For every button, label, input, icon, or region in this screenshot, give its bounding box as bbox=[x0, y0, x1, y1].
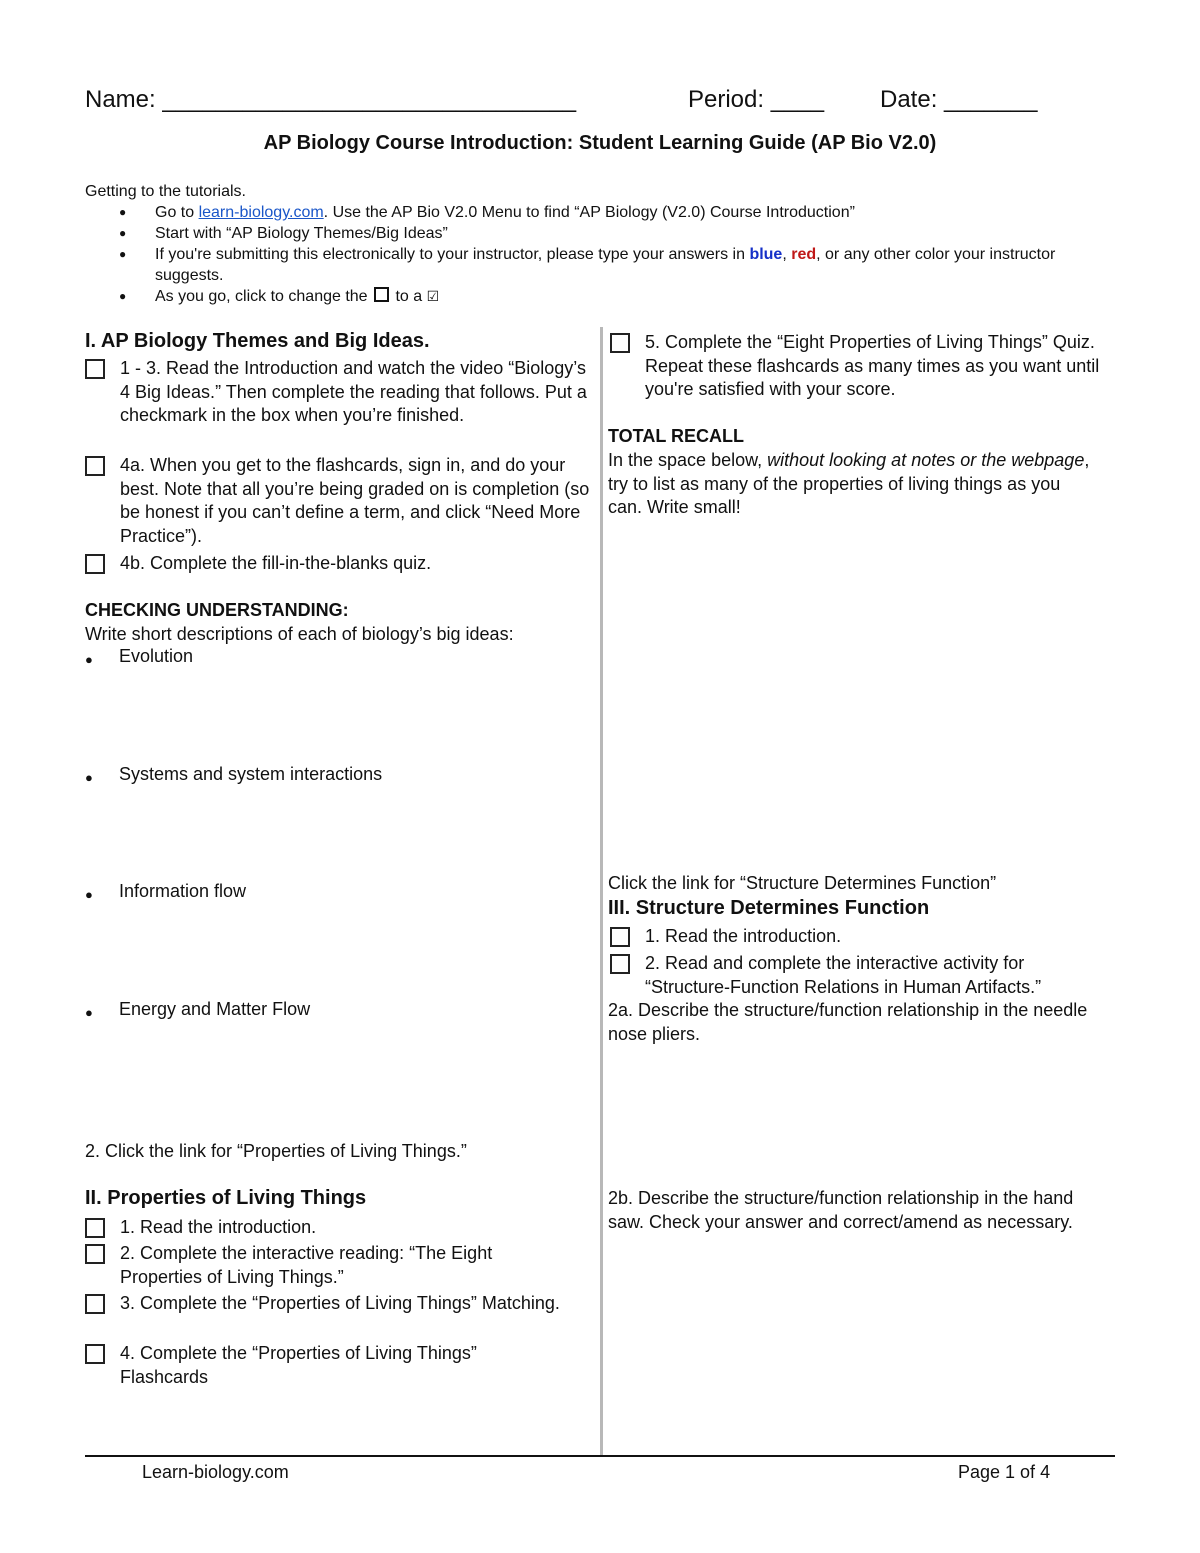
sec3-item-1-text: 1. Read the introduction. bbox=[645, 926, 842, 946]
total-recall-text bbox=[608, 449, 1098, 520]
sec3-checkbox-2[interactable] bbox=[610, 954, 630, 974]
recall-text-post: , try to list as many of the properties of living things as you can. Write small! bbox=[608, 450, 1090, 517]
section-2-title: II. Properties of Living Things bbox=[85, 1187, 367, 1209]
sec2-checkbox-3[interactable] bbox=[85, 1294, 105, 1314]
column-divider bbox=[600, 327, 603, 1455]
date-field-label: Date: _______ bbox=[880, 86, 1038, 113]
bullet-icon: ● bbox=[85, 1005, 93, 1020]
period-field-label: Period: ____ bbox=[688, 86, 825, 113]
big-idea-label: Information flow bbox=[119, 881, 247, 901]
bullet-icon: ● bbox=[85, 652, 93, 667]
question-2b: 2b. Describe the structure/function relationship in the hand saw. Check your answer and correct/amend as necessary. bbox=[608, 1188, 1074, 1232]
checkbox-4a[interactable] bbox=[85, 456, 105, 476]
intro-b3-mid: , bbox=[782, 246, 792, 263]
intro-list bbox=[85, 202, 1115, 307]
checking-understanding-text: Write short descriptions of each of biology’s big ideas: bbox=[85, 624, 514, 644]
sec3-item-2-text: 2. Read and complete the interactive activity for “Structure-Function Relations in Human Artifacts.” bbox=[645, 953, 1042, 997]
checklist-item-4a-text: 4a. When you get to the flashcards, sign in, and do your best. Note that all you’re being graded on is completion (so be honest if you can’t define a term, and click “Need More Practice”). bbox=[120, 455, 590, 546]
intro-b1-pre: Go to bbox=[155, 204, 199, 221]
sec2-checkbox-2[interactable] bbox=[85, 1244, 105, 1264]
intro-b3-post: , or any other color your instructor suggests. bbox=[155, 246, 1056, 284]
checkbox-1-3[interactable] bbox=[85, 359, 105, 379]
properties-link-instruction: 2. Click the link for “Properties of Living Things.” bbox=[85, 1141, 467, 1161]
sec2-checkbox-1[interactable] bbox=[85, 1218, 105, 1238]
big-idea-label: Evolution bbox=[119, 646, 194, 666]
total-recall-title: TOTAL RECALL bbox=[608, 426, 744, 446]
page-title: AP Biology Course Introduction: Student Learning Guide (AP Bio V2.0) bbox=[263, 132, 937, 154]
bullet-icon: ● bbox=[85, 770, 93, 785]
bullet-icon: ● bbox=[85, 887, 93, 902]
recall-text-pre: In the space below, bbox=[608, 450, 768, 470]
recall-text-italic: without looking at notes or the webpage bbox=[767, 450, 1085, 470]
intro-b3-pre: If you're submitting this electronically to your instructor, please type your answers in bbox=[155, 246, 750, 263]
big-idea-label: Systems and system interactions bbox=[119, 764, 383, 784]
intro-section bbox=[85, 181, 1115, 307]
intro-bullet-3 bbox=[85, 244, 1115, 286]
structure-link-instruction: Click the link for “Structure Determines Function” bbox=[608, 873, 997, 893]
big-idea-label: Energy and Matter Flow bbox=[119, 999, 311, 1019]
intro-b1-post: . Use the AP Bio V2.0 Menu to find “AP Biology (V2.0) Course Introduction” bbox=[323, 204, 855, 221]
checked-box-icon: ☑ bbox=[426, 288, 440, 304]
red-word: red bbox=[791, 246, 817, 263]
footer-page-number: Page 1 of 4 bbox=[958, 1462, 1051, 1482]
sec2-checkbox-4[interactable] bbox=[85, 1344, 105, 1364]
checkbox-5[interactable] bbox=[610, 333, 630, 353]
intro-heading: Getting to the tutorials. bbox=[85, 183, 246, 200]
checkbox-4b[interactable] bbox=[85, 554, 105, 574]
sec2-item-4-text: 4. Complete the “Properties of Living Things” Flashcards bbox=[120, 1343, 477, 1387]
intro-b4-mid: to a bbox=[391, 288, 427, 305]
sec3-checkbox-1[interactable] bbox=[610, 927, 630, 947]
section-1-title: I. AP Biology Themes and Big Ideas. bbox=[85, 330, 430, 352]
checking-understanding-title: CHECKING UNDERSTANDING: bbox=[85, 600, 349, 620]
sec2-item-1-text: 1. Read the introduction. bbox=[120, 1217, 317, 1237]
name-field-label: Name: _______________________________ bbox=[85, 86, 577, 113]
learn-biology-link[interactable]: learn-biology.com bbox=[198, 204, 324, 221]
checklist-item-4b-text: 4b. Complete the fill-in-the-blanks quiz. bbox=[120, 553, 432, 573]
checklist-item-1-3-text: 1 - 3. Read the Introduction and watch the video “Biology’s 4 Big Ideas.” Then complete the reading that follows. Put a checkmark in the box when you’re finished. bbox=[120, 358, 587, 425]
empty-checkbox-icon bbox=[374, 287, 389, 302]
intro-b4-pre: As you go, click to change the bbox=[155, 288, 373, 305]
question-2a: 2a. Describe the structure/function relationship in the needle nose pliers. bbox=[608, 1000, 1088, 1044]
section-3-title: III. Structure Determines Function bbox=[608, 897, 930, 919]
intro-bullet-4 bbox=[85, 286, 1115, 307]
blue-word: blue bbox=[749, 246, 783, 263]
footer-rule bbox=[85, 1455, 1115, 1457]
footer-site: Learn-biology.com bbox=[142, 1462, 289, 1482]
sec2-item-3-text: 3. Complete the “Properties of Living Things” Matching. bbox=[120, 1293, 560, 1313]
sec2-item-2-text: 2. Complete the interactive reading: “The Eight Properties of Living Things.” bbox=[120, 1243, 493, 1287]
intro-bullet-2: ● Start with “AP Biology Themes/Big Ideas” bbox=[85, 223, 1115, 244]
checklist-item-5-text: 5. Complete the “Eight Properties of Living Things” Quiz. Repeat these flashcards as many times as you want until you're satisfied with your score. bbox=[645, 332, 1100, 399]
intro-bullet-1 bbox=[85, 202, 1115, 223]
